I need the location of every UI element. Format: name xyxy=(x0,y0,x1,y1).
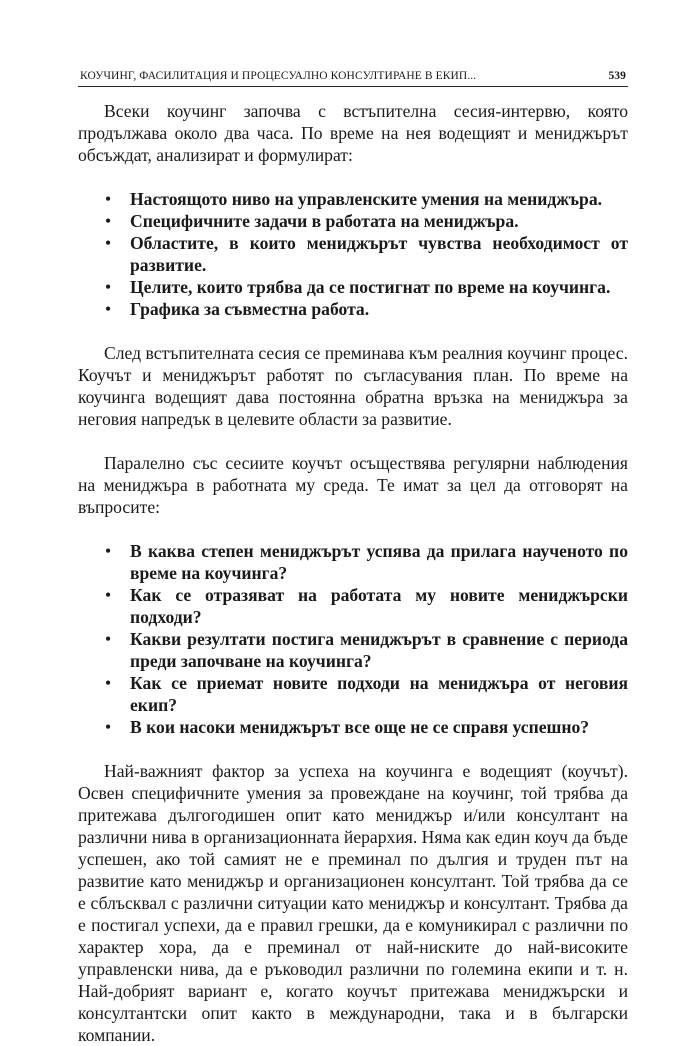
bullet-icon: • xyxy=(105,717,112,737)
spacer xyxy=(78,320,628,342)
paragraph-observations: Паралелно със сесиите коучът осъществява регулярни наблюдения на мениджъра в работната му среда. Те имат за цел да отговорят на въпросите: xyxy=(78,453,628,517)
paragraph-coaching-process: След встъпителната сесия се преминава към реалния коучинг процес. Коучът и мениджърът работят по съгласувания план. По време на коучинга водещият дава постоянна обратна връзка на мениджъра за неговия напредък в целевите области за развитие. xyxy=(78,343,628,429)
list-item-text: Какви резултати постига мениджърът в сравнение с периода преди започване на коучинга? xyxy=(130,629,628,671)
paragraph-intro: Всеки коучинг започва с встъпителна сесия-интервю, която продължава около два часа. По време на нея водещият и мениджърът обсъждат, анализират и формулират: xyxy=(78,101,628,165)
bullet-icon: • xyxy=(105,233,112,253)
list-item xyxy=(78,584,628,628)
bullet-icon: • xyxy=(105,585,112,605)
bullet-icon: • xyxy=(105,189,112,209)
list-item-text: Областите, в които мениджърът чувства необходимост от развитие. xyxy=(130,233,628,275)
list-item-text: В кои насоки мениджърът все още не се справя успешно? xyxy=(130,717,590,737)
running-header xyxy=(78,68,628,87)
list-item xyxy=(78,298,628,320)
bullet-icon: • xyxy=(105,211,112,231)
list-item-text: Как се отразяват на работата му новите мениджърски подходи? xyxy=(130,585,628,627)
list-item xyxy=(78,210,628,232)
list-item xyxy=(78,628,628,672)
list-item-text: В каква степен мениджърът успява да прилага наученото по време на коучинга? xyxy=(130,541,628,583)
list-item xyxy=(78,716,628,738)
bullet-list-questions xyxy=(78,540,628,738)
list-item-text: Целите, които трябва да се постигнат по време на коучинга. xyxy=(130,277,611,297)
page-body xyxy=(78,100,628,1046)
list-item-text: Графика за съвместна работа. xyxy=(130,299,370,319)
bullet-icon: • xyxy=(105,629,112,649)
bullet-icon: • xyxy=(105,277,112,297)
list-item xyxy=(78,232,628,276)
spacer xyxy=(78,738,628,760)
bullet-icon: • xyxy=(105,299,112,319)
bullet-icon: • xyxy=(105,541,112,561)
paragraph-coach-factor: Най-важният фактор за успеха на коучинга е водещият (коучът). Освен специфичните умения за провеждане на коучинг, той трябва да притежава дългогодишен опит като мениджър и/или консултант на различни нива в организационната йерархия. Няма как един коуч да бъде успешен, ако той самият не е преминал по дългия и труден път на развитие като мениджър и организационен консултант. Той трябва да се е сблъсквал с различни ситуации като мениджър и консултант. Трябва да е постигал успехи, да е правил грешки, да е комуникирал с различни по характер хора, да е преминал от най-ниските до най-високите управленски нива, да е ръководил различни по големина екипи и т. н. Най-добрият вариант е, когато коучът притежава мениджърски и консултантски опит както в международни, така и в български компании. xyxy=(78,761,628,1045)
list-item-text: Настоящото ниво на управленските умения на мениджъра. xyxy=(130,189,603,209)
list-item xyxy=(78,276,628,298)
bullet-list-discussion-topics xyxy=(78,188,628,320)
spacer xyxy=(78,518,628,540)
bullet-icon: • xyxy=(105,673,112,693)
spacer xyxy=(78,430,628,452)
spacer xyxy=(78,166,628,188)
list-item-text: Специфичните задачи в работата на мениджъра. xyxy=(130,211,519,231)
page-number: 539 xyxy=(608,70,626,82)
list-item xyxy=(78,188,628,210)
list-item xyxy=(78,540,628,584)
list-item xyxy=(78,672,628,716)
list-item-text: Как се приемат новите подходи на мениджъра от неговия екип? xyxy=(130,673,628,715)
running-header-title: КОУЧИНГ, ФАСИЛИТАЦИЯ И ПРОЦЕСУАЛНО КОНСУЛТИРАНЕ В ЕКИП... xyxy=(80,70,477,82)
